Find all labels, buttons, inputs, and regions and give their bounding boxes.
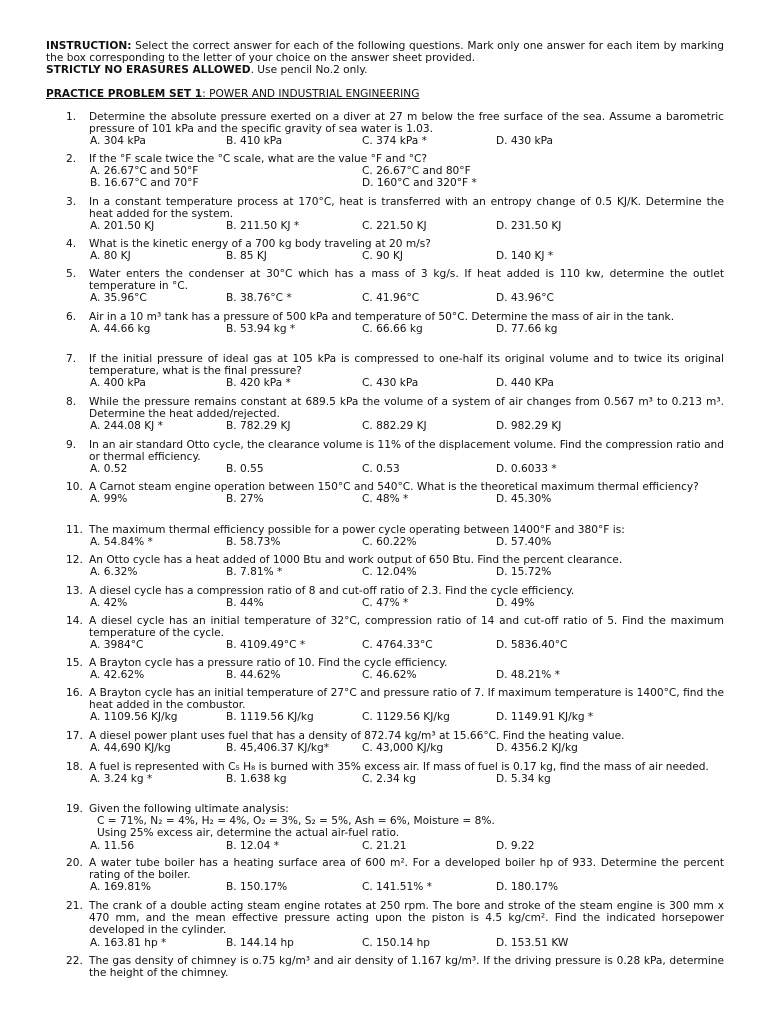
option-a: A. 44.66 kg <box>90 323 151 336</box>
option-b: B. 45,406.37 KJ/kg* <box>226 742 330 755</box>
option-c: C. 882.29 KJ <box>362 420 427 433</box>
question-12 <box>66 554 724 578</box>
option-b: B. 27% <box>226 493 264 506</box>
question-number: 20. <box>66 857 83 869</box>
question-number: 19. <box>66 803 83 815</box>
question-text: If the initial pressure of ideal gas at 105 kPa is compressed to one-half its original volume and to twice its original temperature, what is the final pressure? <box>89 353 724 378</box>
option-d: D. 4356.2 KJ/kg <box>496 742 578 755</box>
question-6 <box>66 311 724 335</box>
option-c: C. 2.34 kg <box>362 773 416 786</box>
question-number: 11. <box>66 524 83 536</box>
option-a: A. 201.50 KJ <box>90 220 155 233</box>
question-text: A diesel cycle has an initial temperature of 32°C, compression ratio of 14 and cut-off ratio of 5. Find the maximum temperature of the cycle. <box>89 615 724 640</box>
question-number: 18. <box>66 761 83 773</box>
option-d: D. 982.29 KJ <box>496 420 562 433</box>
question-11 <box>66 524 724 548</box>
option-c: C. 4764.33°C <box>362 639 433 652</box>
option-d: D. 140 KJ * <box>496 250 554 263</box>
question-text: If the °F scale twice the °C scale, what are the value °F and °C? <box>89 153 428 165</box>
question-text: Water enters the condenser at 30°C which has a mass of 3 kg/s. If heat added is 110 kw, determine the outlet temperature in °C. <box>89 268 724 293</box>
question-1 <box>66 111 724 148</box>
question-number: 14. <box>66 615 83 627</box>
question-2 <box>66 153 724 190</box>
option-c: C. 48% * <box>362 493 409 506</box>
option-d: D. 1149.91 KJ/kg * <box>496 711 594 724</box>
option-c: C. 141.51% * <box>362 881 432 894</box>
option-a: A. 42% <box>90 597 128 610</box>
option-b: B. 12.04 * <box>226 839 279 852</box>
option-d: D. 440 KPa <box>496 377 554 390</box>
option-a: A. 80 KJ <box>90 250 131 263</box>
option-d: D. 231.50 KJ <box>496 220 562 233</box>
option-c: C. 26.67°C and 80°F <box>362 165 471 178</box>
option-b: B. 1119.56 KJ/kg <box>226 711 314 724</box>
question-subtext: Using 25% excess air, determine the actual air-fuel ratio. <box>97 827 400 840</box>
option-b: B. 4109.49°C * <box>226 639 306 652</box>
option-a: A. 6.32% <box>90 566 138 579</box>
option-a: A. 99% <box>90 493 128 506</box>
strict-text: . Use pencil No.2 only. <box>250 64 368 77</box>
question-number: 3. <box>66 196 77 208</box>
option-c: C. 0.53 <box>362 463 400 476</box>
question-18 <box>66 761 724 785</box>
question-8 <box>66 396 724 433</box>
option-b: B. 38.76°C * <box>226 292 292 305</box>
option-a: A. 163.81 hp * <box>90 936 167 949</box>
option-d: D. 45.30% <box>496 493 552 506</box>
strict-label: STRICTLY NO ERASURES ALLOWED <box>46 64 251 77</box>
option-b: B. 420 kPa * <box>226 377 291 390</box>
option-c: C. 46.62% <box>362 669 417 682</box>
question-text: What is the kinetic energy of a 700 kg body traveling at 20 m/s? <box>89 238 431 250</box>
option-d: D. 77.66 kg <box>496 323 558 336</box>
option-c: C. 150.14 hp <box>362 936 431 949</box>
question-number: 4. <box>66 238 77 250</box>
question-number: 17. <box>66 730 83 742</box>
option-b: B. 144.14 hp <box>226 936 294 949</box>
question-text: A water tube boiler has a heating surface area of 600 m². For a developed boiler hp of 933. Determine the percent rating of the boiler. <box>89 857 724 882</box>
set-title-label: PRACTICE PROBLEM SET 1 <box>46 88 203 100</box>
question-9 <box>66 439 724 476</box>
option-d: D. 48.21% * <box>496 669 560 682</box>
option-b: B. 53.94 kg * <box>226 323 296 336</box>
option-c: C. 221.50 KJ <box>362 220 427 233</box>
option-a: A. 44,690 KJ/kg <box>90 742 171 755</box>
question-10 <box>66 481 724 505</box>
option-c: C. 60.22% <box>362 536 417 549</box>
option-c: C. 12.04% <box>362 566 417 579</box>
option-b: B. 782.29 KJ <box>226 420 291 433</box>
option-d: D. 5.34 kg <box>496 773 551 786</box>
option-d: D. 160°C and 320°F * <box>362 177 477 190</box>
option-a: A. 1109.56 KJ/kg <box>90 711 178 724</box>
option-d: D. 57.40% <box>496 536 552 549</box>
question-number: 6. <box>66 311 77 323</box>
option-b: B. 410 kPa <box>226 135 283 148</box>
question-15 <box>66 657 724 681</box>
option-b: B. 58.73% <box>226 536 281 549</box>
option-c: C. 47% * <box>362 597 409 610</box>
question-4 <box>66 238 724 262</box>
question-number: 12. <box>66 554 83 566</box>
question-text: A diesel power plant uses fuel that has a density of 872.74 kg/m³ at 15.66°C. Find the heating value. <box>89 730 625 742</box>
option-a: A. 304 kPa <box>90 135 146 148</box>
question-text: A diesel cycle has a compression ratio of 8 and cut-off ratio of 2.3. Find the cycle efficiency. <box>89 585 575 597</box>
question-20 <box>66 857 724 894</box>
question-text: The maximum thermal efficiency possible for a power cycle operating between 1400°F and 380°F is: <box>89 524 625 536</box>
option-c: C. 21.21 <box>362 839 407 852</box>
option-b: B. 7.81% * <box>226 566 283 579</box>
option-d: D. 9.22 <box>496 839 535 852</box>
question-number: 2. <box>66 153 77 165</box>
ultimate-analysis: C = 71%, N₂ = 4%, H₂ = 4%, O₂ = 3%, S₂ = 5%, Ash = 6%, Moisture = 8%. <box>97 815 495 828</box>
question-number: 8. <box>66 396 77 408</box>
option-b: B. 44.62% <box>226 669 281 682</box>
question-number: 10. <box>66 481 83 493</box>
question-number: 1. <box>66 111 77 123</box>
option-b: B. 211.50 KJ * <box>226 220 300 233</box>
question-number: 16. <box>66 687 83 699</box>
option-d: D. 5836.40°C <box>496 639 568 652</box>
question-text: A Brayton cycle has an initial temperature of 27°C and pressure ratio of 7. If maximum temperature is 1400°C, find the heat added in the combustor. <box>89 687 724 712</box>
question-number: 9. <box>66 439 77 451</box>
question-text: While the pressure remains constant at 689.5 kPa the volume of a system of air changes from 0.567 m³ to 0.213 m³. Determine the heat added/rejected. <box>89 396 724 421</box>
option-b: B. 1.638 kg <box>226 773 287 786</box>
question-number: 7. <box>66 353 77 365</box>
set-title-text: : POWER AND INDUSTRIAL ENGINEERING <box>202 88 420 100</box>
option-c: C. 90 KJ <box>362 250 404 263</box>
question-17 <box>66 730 724 754</box>
question-text: A Carnot steam engine operation between 150°C and 540°C. What is the theoretical maximum thermal efficiency? <box>89 481 699 493</box>
option-a: A. 3.24 kg * <box>90 773 153 786</box>
option-b: B. 0.55 <box>226 463 264 476</box>
question-text: Air in a 10 m³ tank has a pressure of 500 kPa and temperature of 50°C. Determine the mass of air in the tank. <box>89 311 675 323</box>
option-a: A. 35.96°C <box>90 292 147 305</box>
question-21 <box>66 900 724 949</box>
question-number: 21. <box>66 900 83 912</box>
option-a: A. 26.67°C and 50°F <box>90 165 199 178</box>
instruction-label: INSTRUCTION: <box>46 40 132 52</box>
question-13 <box>66 585 724 609</box>
instruction-block <box>46 40 724 77</box>
set-title <box>46 88 724 100</box>
question-number: 22. <box>66 955 83 967</box>
question-19 <box>66 803 724 852</box>
option-b: B. 44% <box>226 597 264 610</box>
question-7 <box>66 353 724 390</box>
question-text: An Otto cycle has a heat added of 1000 Btu and work output of 650 Btu. Find the percent clearance. <box>89 554 623 566</box>
option-b: B. 150.17% <box>226 881 288 894</box>
option-d: D. 180.17% <box>496 881 559 894</box>
question-16 <box>66 687 724 724</box>
question-text: A Brayton cycle has a pressure ratio of 10. Find the cycle efficiency. <box>89 657 448 669</box>
question-number: 13. <box>66 585 83 597</box>
option-c: C. 374 kPa * <box>362 135 427 148</box>
option-a: A. 169.81% <box>90 881 151 894</box>
option-a: A. 244.08 KJ * <box>90 420 163 433</box>
question-5 <box>66 268 724 305</box>
question-text: The crank of a double acting steam engine rotates at 250 rpm. The bore and stroke of the steam engine is 300 mm x 470 mm, and the mean effective pressure acting upon the piston is 4.5 kg/cm². Find the indicated horsepower developed in the cylinder. <box>89 900 724 937</box>
question-text: In a constant temperature process at 170°C, heat is transferred with an entropy change of 0.5 KJ/K. Determine the heat added for the system. <box>89 196 724 221</box>
question-number: 15. <box>66 657 83 669</box>
option-a: A. 400 kPa <box>90 377 146 390</box>
option-b: B. 85 KJ <box>226 250 267 263</box>
option-a: A. 54.84% * <box>90 536 153 549</box>
instruction-text: Select the correct answer for each of the following questions. Mark only one answer for each item by marking the box corresponding to the letter of your choice on the answer sheet provided. <box>46 40 724 65</box>
option-d: D. 15.72% <box>496 566 552 579</box>
question-text: Determine the absolute pressure exerted on a diver at 27 m below the free surface of the sea. Assume a barometric pressure of 101 kPa and the specific gravity of sea water is 1.03. <box>89 111 724 136</box>
question-text: Given the following ultimate analysis: <box>89 803 289 815</box>
option-c: C. 430 kPa <box>362 377 419 390</box>
option-d: D. 153.51 KW <box>496 936 569 949</box>
option-a: A. 3984°C <box>90 639 144 652</box>
question-text: In an air standard Otto cycle, the clearance volume is 11% of the displacement volume. Find the compression ratio and or thermal efficiency. <box>89 439 724 464</box>
option-d: D. 49% <box>496 597 535 610</box>
question-22 <box>66 955 724 979</box>
question-14 <box>66 615 724 652</box>
option-c: C. 1129.56 KJ/kg <box>362 711 450 724</box>
question-3 <box>66 196 724 233</box>
option-a: A. 11.56 <box>90 839 135 852</box>
question-text: The gas density of chimney is o.75 kg/m³ and air density of 1.167 kg/m³. If the driving pressure is 0.28 kPa, determine the height of the chimney. <box>89 955 724 980</box>
question-number: 5. <box>66 268 77 280</box>
option-b: B. 16.67°C and 70°F <box>90 177 199 190</box>
question-text: A fuel is represented with C₅ H₈ is burned with 35% excess air. If mass of fuel is 0.17 kg, find the mass of air needed. <box>89 761 709 773</box>
option-c: C. 41.96°C <box>362 292 420 305</box>
option-d: D. 0.6033 * <box>496 463 557 476</box>
option-c: C. 66.66 kg <box>362 323 423 336</box>
option-a: A. 0.52 <box>90 463 128 476</box>
option-d: D. 430 kPa <box>496 135 554 148</box>
option-a: A. 42.62% <box>90 669 145 682</box>
option-d: D. 43.96°C <box>496 292 554 305</box>
option-c: C. 43,000 KJ/kg <box>362 742 444 755</box>
